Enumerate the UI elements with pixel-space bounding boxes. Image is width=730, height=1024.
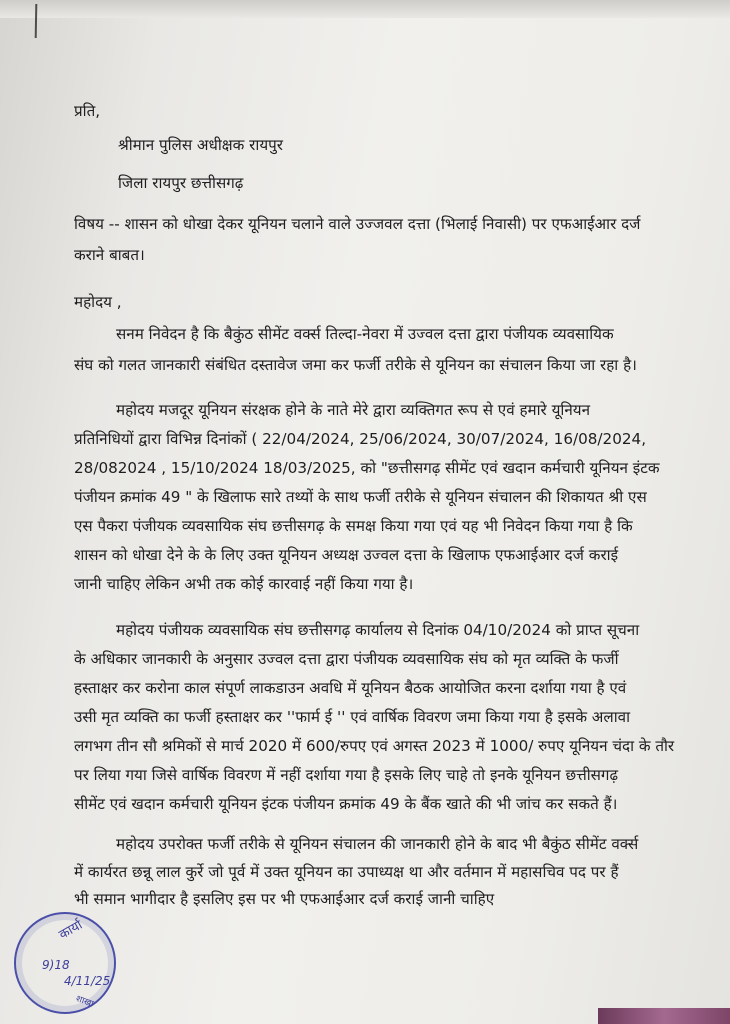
paragraph-3-line: उसी मृत व्यक्ति का फर्जी हस्ताक्षर कर ''फार्म ई '' एवं वार्षिक विवरण जमा किया गया है इसके अलावा: [74, 708, 631, 726]
received-stamp: [14, 912, 116, 1014]
paragraph-2-line: पंजीयन क्रमांक 49 " के खिलाफ सारे तथ्यों के साथ फर्जी तरीके से यूनियन संचालन की शिकायत श्री एस: [74, 488, 647, 506]
subject-line-2: कराने बाबत।: [74, 246, 145, 264]
stamp-bottom-text: शाखा: [74, 994, 95, 1010]
paragraph-3-line: लगभग तीन सौ श्रमिकों से मार्च 2020 में 600/रुपए एवं अगस्त 2023 में 1000/ रुपए यूनियन चंदा के तौर: [74, 737, 675, 755]
paragraph-1-line: सनम निवेदन है कि बैकुंठ सीमेंट वर्क्स तिल्दा-नेवरा में उज्वल दत्ता द्वारा पंजीयक व्यवसायिक: [116, 325, 614, 343]
salutation-to: प्रति,: [74, 102, 101, 120]
paragraph-2-line: 28/082024 , 15/10/2024 18/03/2025, को "छत्तीसगढ़ सीमेंट एवं खदान कर्मचारी यूनियन इंटक: [74, 459, 660, 477]
paragraph-4-line: महोदय उपरोक्त फर्जी तरीके से यूनियन संचालन की जानकारी होने के बाद भी बैकुंठ सीमेंट वर्क्स: [116, 835, 639, 853]
paragraph-3-line: हस्ताक्षर कर करोना काल संपूर्ण लाकडाउन अवधि में यूनियन बैठक आयोजित करना दर्शाया गया है एवं: [74, 679, 627, 697]
pen-mark: [35, 4, 38, 38]
greeting: महोदय ,: [74, 293, 122, 311]
paragraph-3-line: महोदय पंजीयक व्यवसायिक संघ छत्तीसगढ़ कार्यालय से दिनांक 04/10/2024 को प्राप्त सूचना: [116, 621, 640, 639]
addressee-line-2: जिला रायपुर छत्तीसगढ़: [118, 174, 244, 192]
paragraph-1-line: संघ को गलत जानकारी संबंधित दस्तावेज जमा कर फर्जी तरीके से यूनियन का संचालन किया जा रहा है।: [74, 356, 637, 374]
paragraph-3-line: के अधिकार जानकारी के अनुसार उज्वल दत्ता द्वारा पंजीयक व्यवसायिक संघ को मृत व्यक्ति के फर्जी: [74, 650, 619, 668]
paragraph-2-line: शासन को धोखा देने के के लिए उक्त यूनियन अध्यक्ष उज्वल दत्ता के खिलाफ एफआईआर दर्ज कराई: [74, 546, 619, 564]
paragraph-4-line: भी समान भागीदार है इसलिए इस पर भी एफआईआर दर्ज कराई जानी चाहिए: [74, 890, 495, 908]
paragraph-2-line: महोदय मजदूर यूनियन संरक्षक होने के नाते मेरे द्वारा व्यक्तिगत रूप से एवं हमारे यूनियन: [116, 401, 591, 419]
paper-top-shadow: [0, 0, 730, 18]
subject-line-1: विषय -- शासन को धोखा देकर यूनियन चलाने वाले उज्जवल दत्ता (भिलाई निवासी) पर एफआईआर दर्ज: [74, 215, 641, 233]
stamp-initials: 9)18: [42, 958, 70, 972]
paragraph-2-line: प्रतिनिधियों द्वारा विभिन्न दिनांकों ( 22/04/2024, 25/06/2024, 30/07/2024, 16/08/2024,: [74, 430, 647, 448]
paragraph-2-line: जानी चाहिए लेकिन अभी तक कोई कारवाई नहीं किया गया है।: [74, 575, 414, 593]
paragraph-2-line: एस पैकरा पंजीयक व्यवसायिक संघ छत्तीसगढ़ के समक्ष किया गया एवं यह भी निवेदन किया गया है कि: [74, 517, 633, 535]
addressee-line-1: श्रीमान पुलिस अधीक्षक रायपुर: [118, 136, 283, 154]
paragraph-4-line: में कार्यरत छन्नू लाल कुर्रे जो पूर्व में उक्त यूनियन का उपाध्यक्ष था और वर्तमान में महासचिव पद पर हैं: [74, 863, 619, 881]
stamp-date: 4/11/25: [64, 974, 111, 988]
paragraph-3-line: पर लिया गया जिसे वार्षिक विवरण में नहीं दर्शाया गया है इसके लिए चाहे तो इनके यूनियन छत्तीसगढ़: [74, 766, 618, 784]
background-fabric: [598, 1008, 730, 1024]
stamp-ring-text: कार्या: [56, 917, 86, 943]
paragraph-3-line: सीमेंट एवं खदान कर्मचारी यूनियन इंटक पंजीयन क्रमांक 49 के बैंक खाते की भी जांच कर सकते हैं।: [74, 795, 618, 813]
